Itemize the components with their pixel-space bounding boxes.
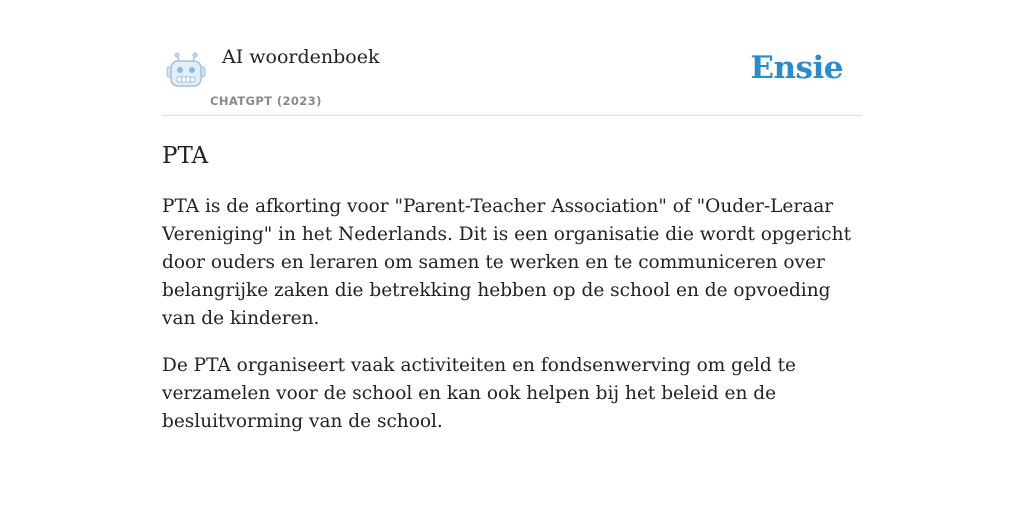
entry-term: PTA xyxy=(162,143,209,169)
brand-logo[interactable]: Ensie xyxy=(750,50,843,86)
entry-definition xyxy=(162,193,862,436)
definition-paragraph: De PTA organiseert vaak activiteiten en fondsenwerving om geld te verzamelen voor de school en kan ook helpen bij het beleid en de besluitvorming van de school. xyxy=(162,355,796,432)
source-title[interactable]: AI woordenboek xyxy=(222,46,380,68)
entry-card xyxy=(162,0,862,436)
definition-paragraph: PTA is de afkorting voor "Parent-Teacher Association" of "Ouder-Leraar Vereniging" in het Nederlands. Dit is een organisatie die wordt opgericht door ouders en leraren om samen te werken en te communiceren over belangrijke zaken die betrekking hebben op de school en de opvoeding van de kinderen. xyxy=(162,196,851,329)
robot-icon xyxy=(166,52,206,90)
source-subtitle: CHATGPT (2023) xyxy=(210,94,322,108)
entry-header xyxy=(162,0,862,116)
